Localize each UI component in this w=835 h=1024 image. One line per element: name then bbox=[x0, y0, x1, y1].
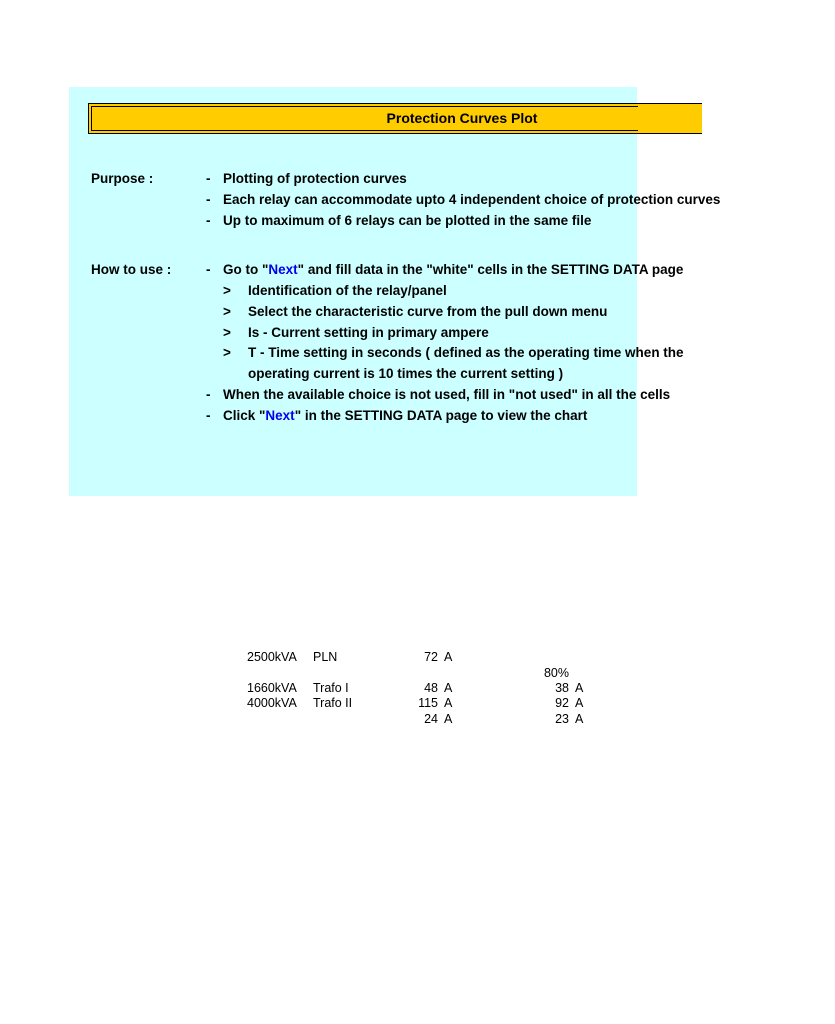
cell-current: 115 bbox=[418, 696, 438, 710]
cell-name: PLN bbox=[313, 650, 338, 664]
bullet-arrow: > bbox=[223, 325, 231, 340]
cell-rating: 4000kVA bbox=[247, 696, 297, 710]
cell-unit: A bbox=[575, 681, 584, 695]
bullet-dash: - bbox=[206, 171, 211, 186]
cell-name: Trafo II bbox=[313, 696, 353, 710]
how-to-sub-item: Select the characteristic curve from the pull down menu bbox=[248, 304, 608, 319]
next-link[interactable]: Next bbox=[268, 262, 298, 277]
how-to-use-label: How to use : bbox=[91, 262, 172, 277]
purpose-item: Plotting of protection curves bbox=[223, 171, 407, 186]
cell-unit: A bbox=[575, 712, 584, 726]
bullet-dash: - bbox=[206, 408, 211, 423]
bullet-dash: - bbox=[206, 387, 211, 402]
cell-unit: A bbox=[444, 681, 453, 695]
how-to-sub-item: Is - Current setting in primary ampere bbox=[248, 325, 489, 340]
page-title: Protection Curves Plot bbox=[386, 110, 538, 126]
cell-current: 24 bbox=[424, 712, 438, 726]
cell-percent: 80% bbox=[543, 666, 569, 680]
bullet-dash: - bbox=[206, 262, 211, 277]
cell-unit: A bbox=[575, 696, 584, 710]
cell-current: 48 bbox=[424, 681, 438, 695]
bullet-dash: - bbox=[206, 213, 211, 228]
bullet-arrow: > bbox=[223, 283, 231, 298]
purpose-item: Each relay can accommodate upto 4 independent choice of protection curves bbox=[223, 192, 721, 207]
cell-rating: 2500kVA bbox=[247, 650, 297, 664]
how-to-step-not-used: When the available choice is not used, fill in "not used" in all the cells bbox=[223, 387, 671, 402]
step-text: " in the SETTING DATA page to view the chart bbox=[294, 408, 588, 423]
cell-name: Trafo I bbox=[313, 681, 349, 695]
how-to-sub-item: Identification of the relay/panel bbox=[248, 283, 447, 298]
bullet-arrow: > bbox=[223, 304, 231, 319]
purpose-item: Up to maximum of 6 relays can be plotted in the same file bbox=[223, 213, 592, 228]
how-to-sub-item: T - Time setting in seconds ( defined as the operating time when the bbox=[248, 345, 684, 360]
how-to-step-go-to-next bbox=[223, 262, 683, 278]
bullet-arrow: > bbox=[223, 345, 231, 360]
how-to-step-click-next bbox=[223, 408, 587, 424]
step-text: " and fill data in the "white" cells in the SETTING DATA page bbox=[297, 262, 684, 277]
cell-unit: A bbox=[444, 712, 453, 726]
cell-current-80: 92 bbox=[555, 696, 569, 710]
next-link[interactable]: Next bbox=[265, 408, 295, 423]
cell-current: 72 bbox=[424, 650, 438, 664]
cell-rating: 1660kVA bbox=[247, 681, 297, 695]
how-to-sub-item-continuation: operating current is 10 times the current setting ) bbox=[248, 366, 564, 381]
bullet-dash: - bbox=[206, 192, 211, 207]
instructions-area bbox=[69, 87, 721, 496]
purpose-label: Purpose : bbox=[91, 171, 154, 186]
cell-current-80: 23 bbox=[555, 712, 569, 726]
step-text: Go to " bbox=[223, 262, 269, 277]
cell-unit: A bbox=[444, 650, 453, 664]
cell-unit: A bbox=[444, 696, 453, 710]
step-text: Click " bbox=[223, 408, 266, 423]
cell-current-80: 38 bbox=[555, 681, 569, 695]
